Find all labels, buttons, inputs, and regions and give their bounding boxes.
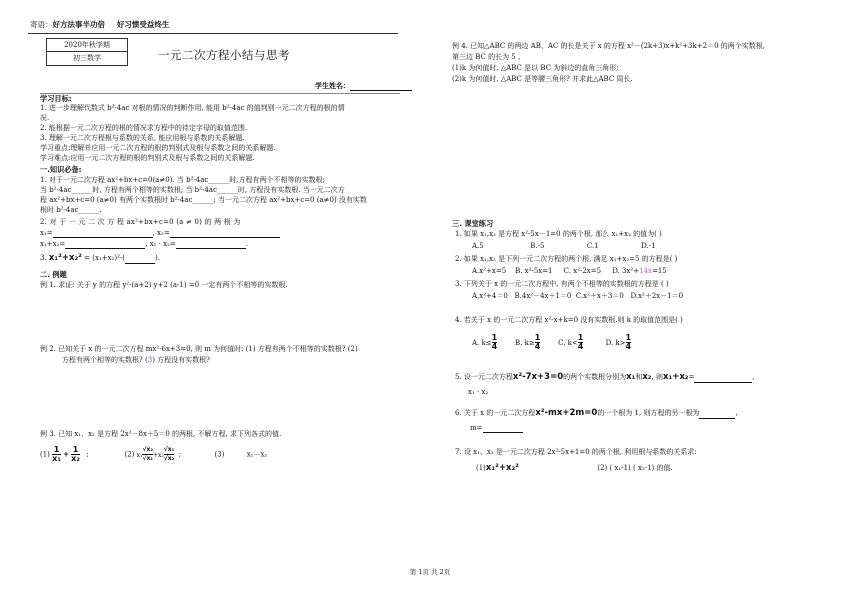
semester-label: 2020年秋学期 — [47, 39, 127, 52]
practice-q2-options — [472, 267, 667, 276]
q5-blank[interactable] — [694, 375, 752, 383]
practice-heading: 三. 课堂练习 — [452, 219, 494, 228]
practice-q1: 1. 如果 x₁,x₂ 是方程 x²-5x－1=0 的两个根, 那么 x₁+x₂ 的值为( ) — [455, 230, 662, 238]
option-a[interactable]: A. k≤ $\frac{1}{4}$ — [472, 333, 498, 351]
example-4-line-1: 例 4. 已知△ABC 的两边 AB、AC 的长是关于 x 的方程 x²－(2k+3)x+k²+3k+2＝0 的两个实数根, — [452, 42, 765, 50]
example-4-line-4: (2)k 为何值时, △ABC 是等腰三角形? 并求此△ABC 周长. — [452, 75, 633, 83]
square-blank[interactable] — [125, 256, 155, 264]
option-a[interactable]: A.5 — [472, 242, 484, 250]
frac-1-over-x2: $\frac{1}{\text{x₂}}$ — [71, 445, 80, 463]
page-footer: 第 1页 共 2页 — [409, 568, 451, 576]
practice-q6: 6. 关于 x 的一元二次方程x²-mx+2m=0的一个根为 1, 则方程的另一根为 , — [455, 408, 738, 418]
student-name-label: 学生姓名： — [315, 82, 350, 90]
x1-blank[interactable] — [53, 230, 153, 238]
sqrt-ratio-expr: x₁ $\frac{\text{√x₂}}{\text{√x₁}}$ +x₂ $\frac{\text{√x₁}}{\text{√x₂}}$ — [136, 446, 175, 462]
example-3-line-1: 例 3. 已知 x₁、x₂ 是方程 2x²－8x＋5＝0 的两根, 不解方程, 求下列各式的值. — [40, 430, 282, 438]
practice-q5-product: x₁ · x₂ — [468, 388, 489, 396]
product-blank[interactable] — [176, 241, 246, 249]
motto-2: 好习惯受益终生 — [116, 20, 170, 29]
knowledge-line-4: 根时 b²-4ac______. — [40, 206, 102, 214]
practice-q3-options — [472, 292, 683, 301]
goal-line-difficulty: 学习难点:应用一元二次方程的根的判别式及根与系数之间的关系解题. — [40, 154, 255, 162]
example-3-parts: (1) $\frac{1}{\text{x₁}}$ + $\frac{1}{\text{x₂}}$ ; (2) x₁ $\frac{\text{√x₂}}{\text{√x₁}}$ +x₂ $\frac{\text{√x₁}}{\text{√x₂}}$ ; (3) x₁－x₂ — [40, 445, 268, 463]
motto-prefix: 寄语： — [30, 20, 53, 29]
knowledge-heading: 一.知识必备: — [40, 165, 82, 174]
example-2-line-2: 方程有两个相等的实数根? (3) 方程没有实数根? — [62, 356, 210, 364]
option-d[interactable]: D. 3x²+14x=15 — [612, 267, 667, 275]
class-box — [46, 38, 128, 66]
page-title: 一元二次方程小结与思考 — [158, 48, 290, 62]
example-2-line-1: 例 2. 已知关于 x 的一元二次方程 mx²-6x+3=0, 则 m 为何值时: (1) 方程有两个不相等的实数根? (2) — [40, 345, 358, 353]
example-1: 例 1. 求证: 关于 y 的方程 y²-(a+2) y+2 (a-1) =0 一定有两个不相等的实数根. — [40, 281, 288, 289]
option-c[interactable]: C. x²-2x=5 — [563, 267, 602, 275]
option-d[interactable]: D. k> $\frac{1}{4}$ — [605, 333, 632, 351]
knowledge-line-7: x₁+x₂= , x₁ · x₂= . — [40, 240, 248, 248]
practice-q5: 5. 设一元二次方程x²-7x+3=0的两个实数根分别为x₁和x₂, 则x₁+x₂= , — [455, 372, 755, 382]
option-b[interactable]: B. x²-5x=1 — [515, 267, 553, 275]
practice-q7-parts: (1)x₁²+x₂² (2) ( x₁-1) ( x₂-1) 的值. — [476, 463, 673, 473]
practice-q4-options — [472, 334, 631, 356]
motto-1: 好方法事半功倍 — [52, 20, 105, 29]
knowledge-line-5: 2. 对 于 一 元 二 次 方 程 ax²+bx+c=0 (a ≠ 0) 的 两 根 为 — [40, 218, 241, 226]
goals-heading: 学习目标: — [40, 94, 72, 103]
student-name-field — [315, 82, 412, 91]
goal-line-key: 学习重点:理解并应用一元二次方程的根的判别式及根与系数之间的关系解题. — [40, 144, 276, 152]
student-name-blank[interactable] — [350, 83, 412, 91]
motto — [30, 20, 169, 30]
goal-line-4: 3. 理解一元二次方程根与系数的关系, 能应用根与系数的关系解题. — [40, 134, 245, 142]
q6-m-blank[interactable] — [483, 425, 523, 433]
goal-line-3: 2. 能根据一元二次方程的根的情况求方程中的待定字母的取值范围. — [40, 124, 248, 132]
examples-heading: 二. 例题 — [40, 270, 67, 279]
option-b[interactable]: B.4x²－4x＋1＝0 — [514, 292, 572, 300]
practice-q1-options — [472, 242, 656, 251]
option-a[interactable]: A.x²+4＝0 — [472, 292, 508, 300]
sum-blank[interactable] — [65, 241, 145, 249]
knowledge-line-6: x₁= , x₂= — [40, 229, 280, 238]
frac-1-over-x1: $\frac{1}{\text{x₁}}$ — [52, 445, 61, 463]
divider — [40, 93, 400, 94]
example-4-line-3: (1)k 为何值时, △ABC 是以 BC 为斜边的直角三角形; — [452, 64, 619, 72]
option-b[interactable]: B.-5 — [530, 242, 545, 250]
knowledge-line-8: 3. x₁²+x₂² = (x₁+x₂)²-( ). — [40, 253, 160, 263]
knowledge-line-1: 1. 对于一元二次方程 ax²+bx+c=0(a≠0). 当 b²-4ac______时,方程有两个不相等的实数根; — [40, 176, 325, 184]
knowledge-line-2: 当 b²-4ac______时, 方程有两个相等的实数根; 当 b²-4ac______时, 方程没有实数根. 当一元二次方 — [40, 186, 345, 194]
sum-of-squares: x₁²+x₂² — [48, 253, 82, 263]
header-rule — [28, 33, 398, 34]
option-c[interactable]: C.x²＋x＋3＝0 — [575, 292, 624, 300]
x2-blank[interactable] — [170, 230, 280, 238]
option-a[interactable]: A.x²+x=5 — [472, 267, 507, 275]
option-c[interactable]: C.1 — [586, 242, 599, 250]
practice-q7: 7. 设 x₁、x₂ 是一元二次方程 2x²-5x+1=0 的两个根, 利用根与系数的关系求: — [455, 448, 697, 456]
option-d[interactable]: D.-1 — [641, 242, 656, 250]
option-c[interactable]: C. k< $\frac{1}{4}$ — [558, 333, 584, 351]
practice-q2: 2. 如果 x₁,x₂ 是下列一元二次方程的两个根, 满足 x₁+x₂=5 的方程是( ) — [455, 255, 678, 263]
knowledge-line-3: 程 ax²+bx+c=0 (a≠0) 有两个实数根时 b²-4ac______; 当一元二次方程 ax²+bx+c=0 (a≠0) 没有实数 — [40, 196, 367, 204]
goal-line-2: 况. — [40, 114, 50, 122]
practice-q6-m: m= — [470, 424, 523, 433]
practice-q4: 4. 若关于 x 的一元二次方程 x²-x+k=0 没有实数根,则 k 的取值范围是( ) — [455, 316, 683, 324]
practice-q3: 3. 下列关于 x 的一元二次方程中, 有两个不相等的实数根的方程是 ( ) — [455, 280, 669, 288]
q6-root-blank[interactable] — [699, 411, 735, 419]
example-4-line-2: 第三边 BC 的长为 5 , — [452, 53, 521, 61]
option-d[interactable]: D.x²＋2x－1＝0 — [630, 292, 684, 300]
goal-line-1: 1. 进一步理解代数式 b²-4ac 对根的情况的判断作用, 能用 b²-4ac 的值判别一元二次方程的根的情 — [40, 104, 345, 112]
option-b[interactable]: B. k≥ $\frac{1}{4}$ — [515, 333, 541, 351]
grade-subject-label: 初三数学 — [73, 54, 101, 62]
